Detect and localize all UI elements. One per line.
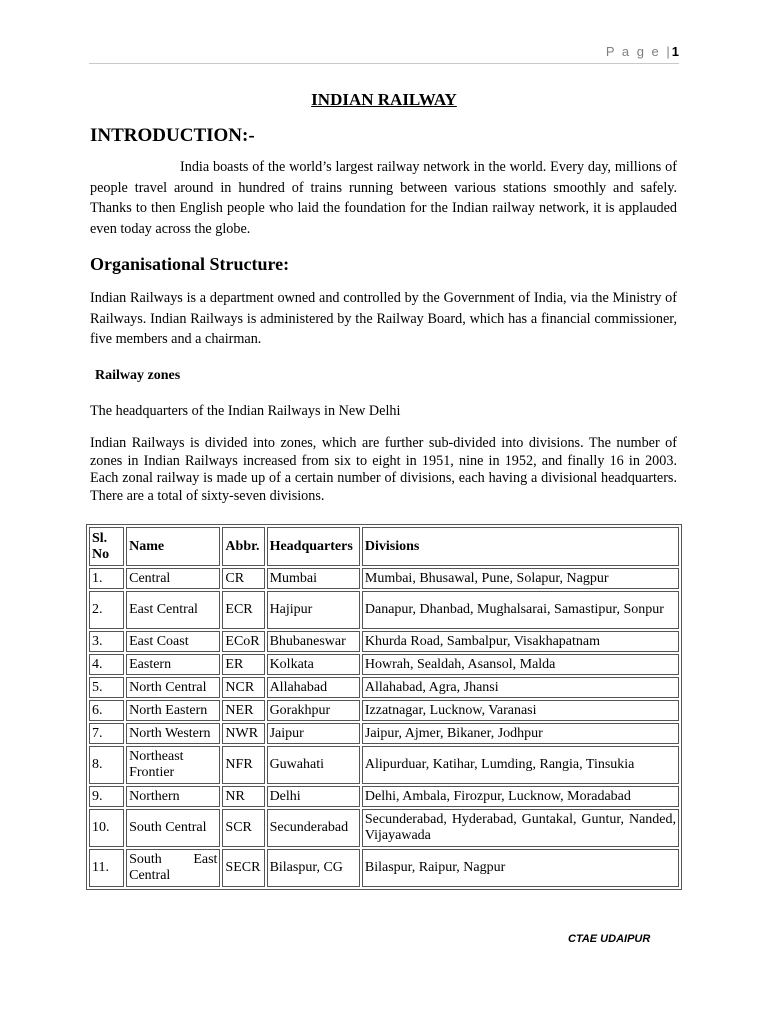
cell-abbr: ER: [222, 654, 264, 675]
intro-paragraph: India boasts of the world’s largest railway network in the world. Every day, millions of people travel around in hundred of trains running between various stations smoothly and safely. Thanks to then English people who laid the foundation for the Indian railway network, it is applauded even today across the globe.: [90, 159, 677, 237]
org-paragraph: Indian Railways is a department owned and controlled by the Government of India, via the Ministry of Railways. Indian Railways is administered by the Railway Board, which has a financial commissioner, five members and a chairman.: [90, 290, 677, 347]
header-sl-no: Sl. No: [89, 527, 124, 566]
table-row: [89, 568, 679, 589]
cell-name: Northeast Frontier: [126, 746, 220, 784]
table-row: [89, 677, 679, 698]
table-row: [89, 849, 679, 887]
cell-name: North Central: [126, 677, 220, 698]
cell-sl-no: 5.: [89, 677, 124, 698]
cell-headquarters: Bhubaneswar: [267, 631, 360, 652]
zones-paragraph: Indian Railways is divided into zones, which are further sub-divided into divisions. The number of zones in Indian Railways increased from six to eight in 1951, nine in 1952, and finally 16 in 2003. Each zonal railway is made up of a certain number of divisions, each having a divisional headquarters. There are a total of sixty-seven divisions.: [90, 435, 677, 504]
table-header-row: [89, 527, 679, 566]
cell-abbr: NR: [222, 786, 264, 807]
cell-abbr: SECR: [222, 849, 264, 887]
cell-headquarters: Bilaspur, CG: [267, 849, 360, 887]
table-row: [89, 591, 679, 629]
cell-abbr: NWR: [222, 723, 264, 744]
header-headquarters: Headquarters: [267, 527, 360, 566]
cell-name: Central: [126, 568, 220, 589]
cell-divisions: Khurda Road, Sambalpur, Visakhapatnam: [362, 631, 679, 652]
cell-divisions: Alipurduar, Katihar, Lumding, Rangia, Tinsukia: [362, 746, 679, 784]
cell-sl-no: 1.: [89, 568, 124, 589]
page-number-label: [606, 44, 679, 59]
table-row: [89, 631, 679, 652]
cell-headquarters: Jaipur: [267, 723, 360, 744]
cell-sl-no: 11.: [89, 849, 124, 887]
cell-divisions: Danapur, Dhanbad, Mughalsarai, Samastipur, Sonpur: [362, 591, 679, 629]
org-heading: Organisational Structure:: [90, 254, 290, 274]
cell-sl-no: 10.: [89, 809, 124, 847]
cell-name: Northern: [126, 786, 220, 807]
cell-headquarters: Hajipur: [267, 591, 360, 629]
cell-abbr: NER: [222, 700, 264, 721]
zones-table: [86, 524, 682, 890]
cell-divisions: Allahabad, Agra, Jhansi: [362, 677, 679, 698]
cell-name: East Coast: [126, 631, 220, 652]
cell-headquarters: Mumbai: [267, 568, 360, 589]
page-label: P a g e |: [605, 44, 672, 59]
table-row: [89, 809, 679, 847]
cell-name: North Eastern: [126, 700, 220, 721]
cell-sl-no: 7.: [89, 723, 124, 744]
header-name: Name: [126, 527, 220, 566]
page-number: 1: [671, 44, 679, 59]
cell-name: South Central: [126, 809, 220, 847]
cell-name: North Western: [126, 723, 220, 744]
cell-divisions: Howrah, Sealdah, Asansol, Malda: [362, 654, 679, 675]
table-row: [89, 700, 679, 721]
cell-abbr: SCR: [222, 809, 264, 847]
cell-sl-no: 2.: [89, 591, 124, 629]
cell-sl-no: 9.: [89, 786, 124, 807]
cell-divisions: Jaipur, Ajmer, Bikaner, Jodhpur: [362, 723, 679, 744]
cell-headquarters: Delhi: [267, 786, 360, 807]
header-abbr: Abbr.: [222, 527, 264, 566]
cell-abbr: NCR: [222, 677, 264, 698]
cell-abbr: ECoR: [222, 631, 264, 652]
cell-sl-no: 3.: [89, 631, 124, 652]
cell-headquarters: Gorakhpur: [267, 700, 360, 721]
table-row: [89, 654, 679, 675]
cell-divisions: Bilaspur, Raipur, Nagpur: [362, 849, 679, 887]
cell-sl-no: 4.: [89, 654, 124, 675]
table-row: [89, 746, 679, 784]
cell-headquarters: Allahabad: [267, 677, 360, 698]
footer-institution: CTAE UDAIPUR: [568, 933, 651, 945]
cell-divisions: Izzatnagar, Lucknow, Varanasi: [362, 700, 679, 721]
zones-heading: Railway zones: [95, 368, 181, 383]
cell-headquarters: Guwahati: [267, 746, 360, 784]
intro-heading: INTRODUCTION:-: [90, 125, 255, 146]
cell-name: Eastern: [126, 654, 220, 675]
cell-sl-no: 6.: [89, 700, 124, 721]
table-row: [89, 723, 679, 744]
cell-divisions: Secunderabad, Hyderabad, Guntakal, Guntur, Nanded, Vijayawada: [362, 809, 679, 847]
cell-sl-no: 8.: [89, 746, 124, 784]
cell-abbr: CR: [222, 568, 264, 589]
zones-hq-line: The headquarters of the Indian Railways in New Delhi: [90, 403, 401, 419]
cell-divisions: Delhi, Ambala, Firozpur, Lucknow, Moradabad: [362, 786, 679, 807]
cell-name: East Central: [126, 591, 220, 629]
cell-headquarters: Kolkata: [267, 654, 360, 675]
table-row: [89, 786, 679, 807]
cell-abbr: NFR: [222, 746, 264, 784]
document-title: INDIAN RAILWAY: [311, 90, 457, 109]
cell-abbr: ECR: [222, 591, 264, 629]
cell-name: South East Central: [126, 849, 220, 887]
page-header: [89, 44, 679, 64]
header-divisions: Divisions: [362, 527, 679, 566]
cell-divisions: Mumbai, Bhusawal, Pune, Solapur, Nagpur: [362, 568, 679, 589]
cell-headquarters: Secunderabad: [267, 809, 360, 847]
